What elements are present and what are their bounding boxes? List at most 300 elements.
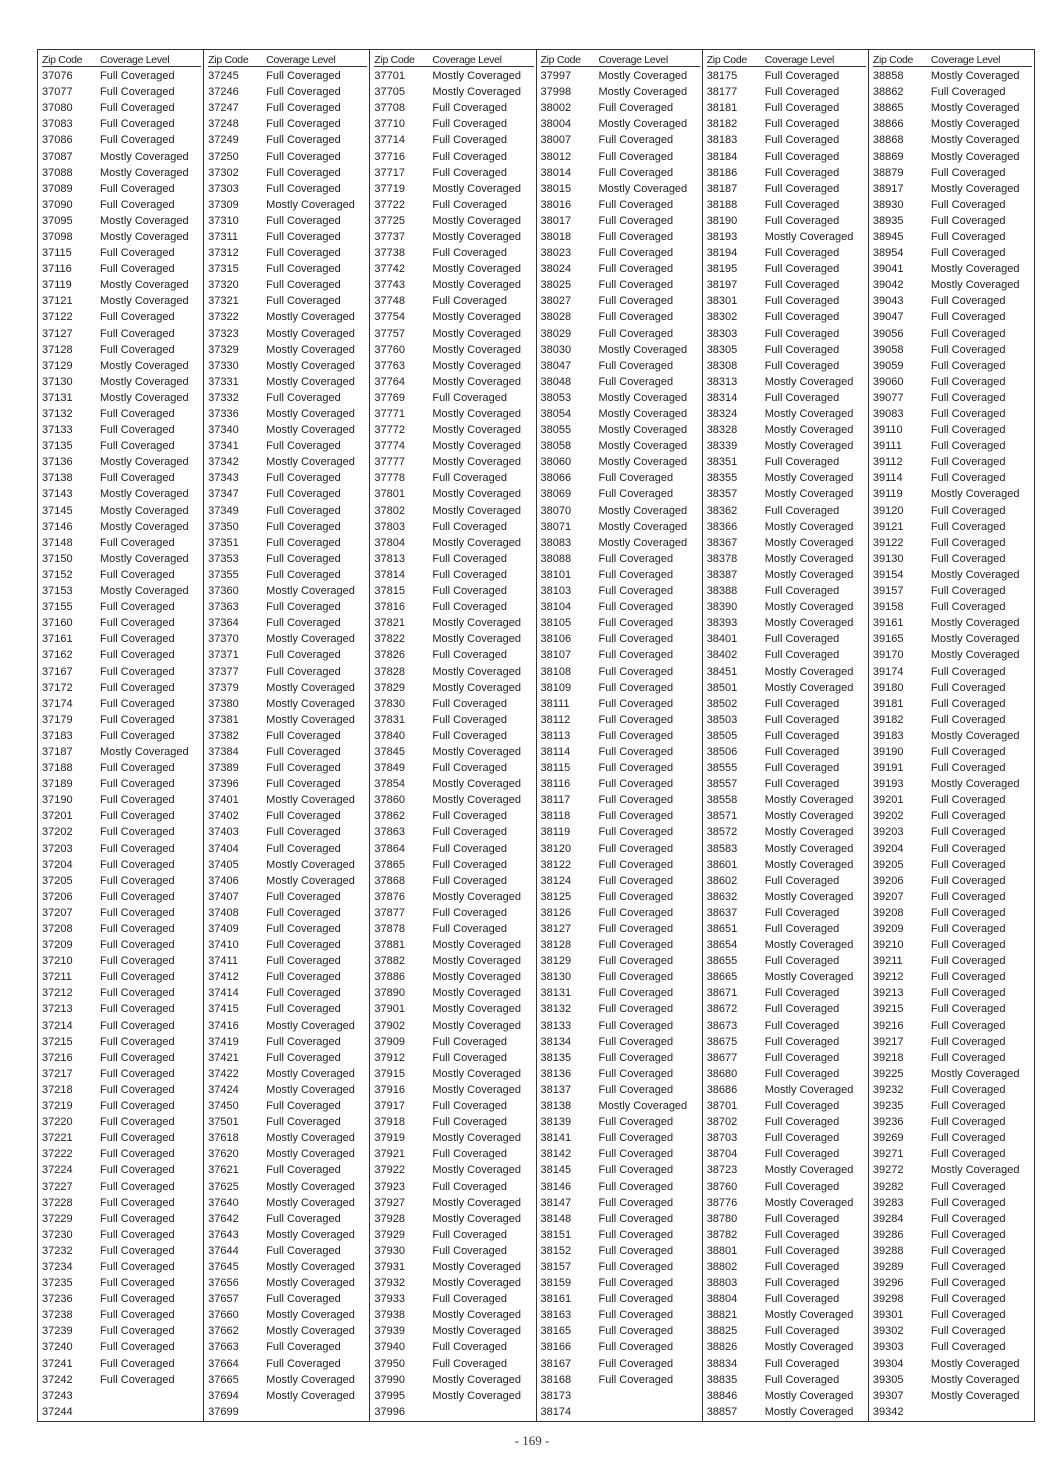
table-row <box>374 1356 533 1372</box>
coverage-level-cell: Mostly Coveraged <box>432 311 521 324</box>
coverage-level-cell: Full Coveraged <box>266 955 341 968</box>
coverage-level-cell: Full Coveraged <box>764 391 840 404</box>
table-row <box>374 647 533 663</box>
zip-code-cell: 39284 <box>872 1212 904 1225</box>
coverage-level-cell: Full Coveraged <box>930 713 1006 726</box>
table-row <box>873 873 1032 889</box>
zip-code-cell: 37250 <box>208 150 239 163</box>
coverage-level-cell: Full Coveraged <box>764 649 840 662</box>
table-row <box>42 68 201 84</box>
table-row <box>541 1307 700 1323</box>
coverage-level-cell: Full Coveraged <box>266 649 341 662</box>
coverage-level-cell: Full Coveraged <box>930 842 1006 855</box>
coverage-level-cell: Mostly Coveraged <box>930 778 1020 791</box>
coverage-level-cell: Full Coveraged <box>432 1148 507 1161</box>
table-row <box>208 390 367 406</box>
coverage-level-cell: Full Coveraged <box>100 343 175 356</box>
zip-code-cell: 37743 <box>374 279 405 292</box>
table-row <box>541 857 700 873</box>
table-row <box>707 631 866 647</box>
table-row <box>541 326 700 342</box>
coverage-level-cell: Mostly Coveraged <box>598 343 688 356</box>
table-row <box>707 680 866 696</box>
zip-code-cell: 38776 <box>706 1196 738 1209</box>
coverage-level-cell: Mostly Coveraged <box>266 697 355 710</box>
zip-code-cell: 37930 <box>374 1244 405 1257</box>
table-row <box>374 631 533 647</box>
table-row <box>707 760 866 776</box>
coverage-level-cell: Full Coveraged <box>432 198 507 211</box>
zip-code-cell: 38302 <box>706 311 738 324</box>
coverage-level-cell: Full Coveraged <box>432 391 507 404</box>
zip-code-cell: 38101 <box>540 568 572 581</box>
table-row <box>707 326 866 342</box>
coverage-level-cell: Full Coveraged <box>764 166 840 179</box>
zip-code-cell: 37772 <box>374 424 405 437</box>
table-row <box>873 116 1032 132</box>
zip-code-cell: 38134 <box>540 1035 572 1048</box>
table-row <box>208 808 367 824</box>
zip-code-cell: 38651 <box>706 923 738 936</box>
table-row <box>541 68 700 84</box>
coverage-level-cell: Mostly Coveraged <box>930 617 1020 630</box>
zip-code-cell: 38148 <box>540 1212 572 1225</box>
zip-code-cell: 39209 <box>872 923 904 936</box>
table-row <box>42 165 201 181</box>
zip-code-cell: 37089 <box>42 182 73 195</box>
table-row <box>707 1082 866 1098</box>
table-row <box>42 229 201 245</box>
zip-code-cell: 39043 <box>872 295 904 308</box>
zip-code-cell: 39042 <box>872 279 904 292</box>
table-row <box>541 535 700 551</box>
zip-code-cell: 37826 <box>374 649 405 662</box>
zip-code-cell: 38070 <box>540 504 572 517</box>
coverage-level-cell: Mostly Coveraged <box>764 536 854 549</box>
coverage-level-cell: Full Coveraged <box>432 1341 507 1354</box>
coverage-level-cell: Mostly Coveraged <box>266 1019 355 1032</box>
table-row <box>208 326 367 342</box>
coverage-level-cell: Full Coveraged <box>930 794 1006 807</box>
zip-code-cell: 38133 <box>540 1019 572 1032</box>
zip-code-cell: 37131 <box>42 391 73 404</box>
table-row <box>541 1259 700 1275</box>
zip-code-cell: 37215 <box>42 1035 73 1048</box>
coverage-level-cell: Mostly Coveraged <box>930 70 1020 83</box>
table-row <box>42 181 201 197</box>
zip-code-cell: 37998 <box>540 86 572 99</box>
table-row <box>374 374 533 390</box>
coverage-level-cell: Mostly Coveraged <box>266 794 355 807</box>
table-row <box>42 792 201 808</box>
zip-code-cell: 38305 <box>706 343 738 356</box>
zip-code-cell: 37188 <box>42 762 73 775</box>
table-row <box>374 326 533 342</box>
coverage-level-cell: Full Coveraged <box>100 1148 175 1161</box>
zip-code-cell: 38503 <box>706 713 738 726</box>
table-row <box>873 551 1032 567</box>
coverage-level-cell: Mostly Coveraged <box>432 633 521 646</box>
table-row <box>873 953 1032 969</box>
zip-code-cell: 37778 <box>374 472 405 485</box>
coverage-level-cell: Full Coveraged <box>266 729 341 742</box>
zip-code-cell: 38174 <box>540 1405 572 1418</box>
table-row <box>873 728 1032 744</box>
table-row <box>42 969 201 985</box>
table-row <box>42 1307 201 1323</box>
coverage-level-cell: Full Coveraged <box>100 1325 175 1338</box>
zip-code-cell: 38007 <box>540 134 572 147</box>
table-row <box>873 776 1032 792</box>
coverage-level-cell: Full Coveraged <box>764 1003 840 1016</box>
coverage-level-cell: Full Coveraged <box>266 102 341 115</box>
zip-code-cell: 37902 <box>374 1019 405 1032</box>
table-row <box>42 1243 201 1259</box>
table-row <box>208 583 367 599</box>
zip-code-cell: 37119 <box>42 279 72 292</box>
zip-code-cell: 38107 <box>540 649 572 662</box>
zip-code-header: Zip Code <box>540 54 581 66</box>
coverage-level-cell: Full Coveraged <box>100 810 175 823</box>
zip-code-cell: 38025 <box>540 279 572 292</box>
coverage-level-cell: Full Coveraged <box>764 1148 840 1161</box>
coverage-level-cell: Full Coveraged <box>598 359 674 372</box>
coverage-level-cell: Mostly Coveraged <box>266 713 355 726</box>
zip-code-cell: 39120 <box>872 504 904 517</box>
coverage-level-cell: Mostly Coveraged <box>432 987 521 1000</box>
table-row <box>208 631 367 647</box>
header-row <box>541 50 700 67</box>
zip-code-cell: 38367 <box>706 536 738 549</box>
coverage-level-cell: Full Coveraged <box>930 697 1006 710</box>
table-row <box>208 1243 367 1259</box>
table-row <box>42 342 201 358</box>
table-row <box>707 1162 866 1178</box>
coverage-level-cell: Mostly Coveraged <box>432 681 521 694</box>
zip-code-cell: 38362 <box>706 504 738 517</box>
coverage-level-cell: Mostly Coveraged <box>764 488 854 501</box>
coverage-level-cell: Full Coveraged <box>432 150 507 163</box>
table-row <box>374 1082 533 1098</box>
zip-code-cell: 37742 <box>374 263 405 276</box>
zip-code-cell: 37777 <box>374 456 405 469</box>
column-group <box>537 50 703 1421</box>
zip-code-cell: 37881 <box>374 939 405 952</box>
coverage-level-cell: Full Coveraged <box>100 247 175 260</box>
zip-code-cell: 38868 <box>872 134 904 147</box>
table-row <box>374 390 533 406</box>
table-row <box>42 470 201 486</box>
table-row <box>374 84 533 100</box>
coverage-level-cell: Mostly Coveraged <box>266 1373 355 1386</box>
coverage-level-cell: Full Coveraged <box>100 923 175 936</box>
coverage-level-cell: Full Coveraged <box>432 1051 507 1064</box>
table-row <box>374 1098 533 1114</box>
table-row <box>707 470 866 486</box>
coverage-level-cell: Full Coveraged <box>764 182 840 195</box>
coverage-level-cell: Full Coveraged <box>930 198 1006 211</box>
table-row <box>208 824 367 840</box>
zip-code-cell: 38869 <box>872 150 904 163</box>
coverage-level-cell: Mostly Coveraged <box>432 1003 521 1016</box>
coverage-level-cell: Full Coveraged <box>930 408 1006 421</box>
coverage-level-cell: Full Coveraged <box>266 279 341 292</box>
zip-code-cell: 38665 <box>706 971 738 984</box>
zip-code-cell: 37763 <box>374 359 405 372</box>
table-row <box>42 1356 201 1372</box>
table-row <box>541 953 700 969</box>
table-row <box>374 100 533 116</box>
zip-code-cell: 37912 <box>374 1051 405 1064</box>
table-row <box>374 808 533 824</box>
zip-code-cell: 37310 <box>208 214 239 227</box>
table-row <box>374 309 533 325</box>
coverage-level-cell: Mostly Coveraged <box>598 391 688 404</box>
table-row <box>374 712 533 728</box>
coverage-level-cell: Mostly Coveraged <box>266 1325 355 1338</box>
coverage-level-cell: Full Coveraged <box>764 906 840 919</box>
zip-code-cell: 38105 <box>540 617 572 630</box>
coverage-level-cell: Full Coveraged <box>930 1196 1006 1209</box>
table-row <box>541 1066 700 1082</box>
zip-code-cell: 39161 <box>872 617 904 630</box>
coverage-level-cell: Full Coveraged <box>432 1116 507 1129</box>
table-row <box>42 599 201 615</box>
table-row <box>374 857 533 873</box>
column-group <box>370 50 536 1421</box>
zip-code-cell: 37209 <box>42 939 73 952</box>
coverage-level-cell: Full Coveraged <box>266 488 341 501</box>
zip-code-cell: 38637 <box>706 906 738 919</box>
table-row <box>374 969 533 985</box>
zip-code-cell: 38167 <box>540 1357 572 1370</box>
coverage-level-cell: Full Coveraged <box>100 826 175 839</box>
coverage-level-cell: Full Coveraged <box>598 1309 674 1322</box>
coverage-level-cell: Full Coveraged <box>432 1228 507 1241</box>
table-row <box>873 1130 1032 1146</box>
coverage-level-cell: Full Coveraged <box>930 456 1006 469</box>
zip-code-cell: 38141 <box>540 1132 572 1145</box>
zip-code-cell: 38654 <box>706 939 738 952</box>
coverage-level-cell: Mostly Coveraged <box>598 536 688 549</box>
table-row <box>707 1243 866 1259</box>
zip-code-cell: 38177 <box>706 86 738 99</box>
table-row <box>374 358 533 374</box>
zip-code-cell: 37901 <box>374 1003 405 1016</box>
zip-code-cell: 38803 <box>706 1277 738 1290</box>
table-row <box>873 841 1032 857</box>
zip-code-cell: 37238 <box>42 1309 73 1322</box>
table-row <box>707 261 866 277</box>
coverage-level-cell: Mostly Coveraged <box>432 778 521 791</box>
table-row <box>707 905 866 921</box>
coverage-level-cell: Full Coveraged <box>598 1228 674 1241</box>
coverage-level-cell: Full Coveraged <box>266 939 341 952</box>
zip-code-cell: 37247 <box>208 102 239 115</box>
table-row <box>873 1050 1032 1066</box>
table-row <box>374 1227 533 1243</box>
zip-code-cell: 37150 <box>42 552 73 565</box>
table-row <box>541 454 700 470</box>
zip-code-cell: 37771 <box>374 408 405 421</box>
coverage-level-cell: Mostly Coveraged <box>432 971 521 984</box>
coverage-level-cell: Mostly Coveraged <box>432 745 521 758</box>
table-row <box>873 374 1032 390</box>
coverage-level-cell: Full Coveraged <box>930 1132 1006 1145</box>
zip-code-cell: 37218 <box>42 1083 73 1096</box>
zip-code-cell: 38173 <box>540 1389 572 1402</box>
coverage-level-cell: Full Coveraged <box>598 1212 674 1225</box>
column-group <box>869 50 1034 1421</box>
table-row <box>208 470 367 486</box>
table-row <box>707 953 866 969</box>
coverage-level-cell: Mostly Coveraged <box>432 440 521 453</box>
coverage-level-cell: Full Coveraged <box>100 1196 175 1209</box>
zip-code-cell: 39193 <box>872 778 904 791</box>
table-row <box>873 1162 1032 1178</box>
coverage-level-cell: Mostly Coveraged <box>764 681 854 694</box>
table-row <box>707 1098 866 1114</box>
zip-code-cell: 37148 <box>42 536 73 549</box>
table-row <box>208 486 367 502</box>
zip-code-cell: 38146 <box>540 1180 572 1193</box>
table-row <box>873 261 1032 277</box>
table-row <box>374 1195 533 1211</box>
zip-code-cell: 38181 <box>706 102 738 115</box>
table-row <box>541 1388 700 1404</box>
zip-code-cell: 38015 <box>540 182 572 195</box>
coverage-level-cell: Full Coveraged <box>598 826 674 839</box>
coverage-level-cell: Full Coveraged <box>266 472 341 485</box>
table-row <box>208 1098 367 1114</box>
coverage-level-cell: Full Coveraged <box>266 440 341 453</box>
table-row <box>374 792 533 808</box>
table-row <box>541 567 700 583</box>
zip-code-cell: 37202 <box>42 826 73 839</box>
table-row <box>374 535 533 551</box>
coverage-level-cell: Mostly Coveraged <box>266 343 355 356</box>
table-row <box>208 905 367 921</box>
zip-code-cell: 37189 <box>42 778 73 791</box>
coverage-level-cell: Full Coveraged <box>432 585 507 598</box>
zip-code-cell: 38393 <box>706 617 738 630</box>
zip-code-cell: 38804 <box>706 1293 738 1306</box>
zip-code-cell: 37929 <box>374 1228 405 1241</box>
coverage-level-cell: Full Coveraged <box>764 311 840 324</box>
table-row <box>374 486 533 502</box>
table-row <box>541 261 700 277</box>
table-row <box>42 1372 201 1388</box>
table-row <box>374 1001 533 1017</box>
coverage-level-cell: Full Coveraged <box>100 778 175 791</box>
zip-code-cell: 37309 <box>208 198 239 211</box>
coverage-level-cell: Full Coveraged <box>100 568 175 581</box>
coverage-level-cell: Full Coveraged <box>930 906 1006 919</box>
table-row <box>707 1114 866 1130</box>
table-row <box>374 148 533 164</box>
table-row <box>374 1018 533 1034</box>
zip-code-cell: 37353 <box>208 552 239 565</box>
zip-code-cell: 38313 <box>706 375 738 388</box>
zip-code-cell: 37699 <box>208 1405 239 1418</box>
coverage-level-cell: Full Coveraged <box>432 520 507 533</box>
zip-code-cell: 37401 <box>208 794 239 807</box>
zip-code-cell: 37384 <box>208 745 239 758</box>
coverage-level-cell: Full Coveraged <box>266 1035 341 1048</box>
zip-code-cell: 38402 <box>706 649 738 662</box>
coverage-level-cell: Full Coveraged <box>598 166 674 179</box>
table-row <box>208 1082 367 1098</box>
table-row <box>707 808 866 824</box>
coverage-level-cell: Full Coveraged <box>598 1003 674 1016</box>
table-row <box>873 1098 1032 1114</box>
table-row <box>707 1066 866 1082</box>
table-row <box>42 486 201 502</box>
zip-code-cell: 37128 <box>42 343 73 356</box>
table-row <box>707 1275 866 1291</box>
coverage-level-cell: Full Coveraged <box>764 1132 840 1145</box>
coverage-level-cell: Full Coveraged <box>598 874 674 887</box>
coverage-level-cell: Full Coveraged <box>266 665 341 678</box>
zip-code-cell: 37815 <box>374 585 405 598</box>
zip-code-cell: 39236 <box>872 1116 904 1129</box>
zip-code-cell: 39225 <box>872 1067 904 1080</box>
zip-code-cell: 37083 <box>42 118 73 131</box>
zip-code-cell: 37618 <box>208 1132 239 1145</box>
table-row <box>374 776 533 792</box>
coverage-level-cell: Mostly Coveraged <box>100 585 189 598</box>
zip-code-cell: 38378 <box>706 552 738 565</box>
table-row <box>42 1098 201 1114</box>
zip-code-cell: 37229 <box>42 1212 73 1225</box>
table-row <box>208 181 367 197</box>
table-row <box>541 245 700 261</box>
zip-code-cell: 37411 <box>208 955 238 968</box>
table-row <box>873 213 1032 229</box>
coverage-level-cell: Full Coveraged <box>100 1019 175 1032</box>
zip-code-cell: 38187 <box>706 182 738 195</box>
zip-code-cell: 37315 <box>208 263 239 276</box>
coverage-level-cell: Full Coveraged <box>432 697 507 710</box>
table-row <box>707 519 866 535</box>
zip-code-cell: 38115 <box>540 762 571 775</box>
coverage-level-cell: Full Coveraged <box>930 391 1006 404</box>
zip-code-cell: 39282 <box>872 1180 904 1193</box>
zip-code-cell: 38835 <box>706 1373 738 1386</box>
table-row <box>208 647 367 663</box>
coverage-level-header: Coverage Level <box>432 54 502 66</box>
zip-code-cell: 37719 <box>374 182 405 195</box>
coverage-level-cell: Mostly Coveraged <box>598 520 688 533</box>
coverage-level-cell: Full Coveraged <box>930 230 1006 243</box>
coverage-level-cell: Full Coveraged <box>100 1309 175 1322</box>
coverage-level-cell: Full Coveraged <box>266 295 341 308</box>
table-row <box>873 1178 1032 1194</box>
zip-code-cell: 38826 <box>706 1341 738 1354</box>
table-row <box>374 438 533 454</box>
coverage-level-cell: Full Coveraged <box>930 810 1006 823</box>
coverage-level-cell: Full Coveraged <box>930 923 1006 936</box>
zip-code-cell: 37640 <box>208 1196 239 1209</box>
zip-code-cell: 37228 <box>42 1196 73 1209</box>
zip-code-cell: 37121 <box>42 295 73 308</box>
table-row <box>208 696 367 712</box>
zip-code-cell: 37710 <box>374 118 405 131</box>
table-row <box>42 503 201 519</box>
zip-code-cell: 37086 <box>42 134 73 147</box>
coverage-level-cell: Mostly Coveraged <box>764 842 854 855</box>
table-row <box>42 277 201 293</box>
